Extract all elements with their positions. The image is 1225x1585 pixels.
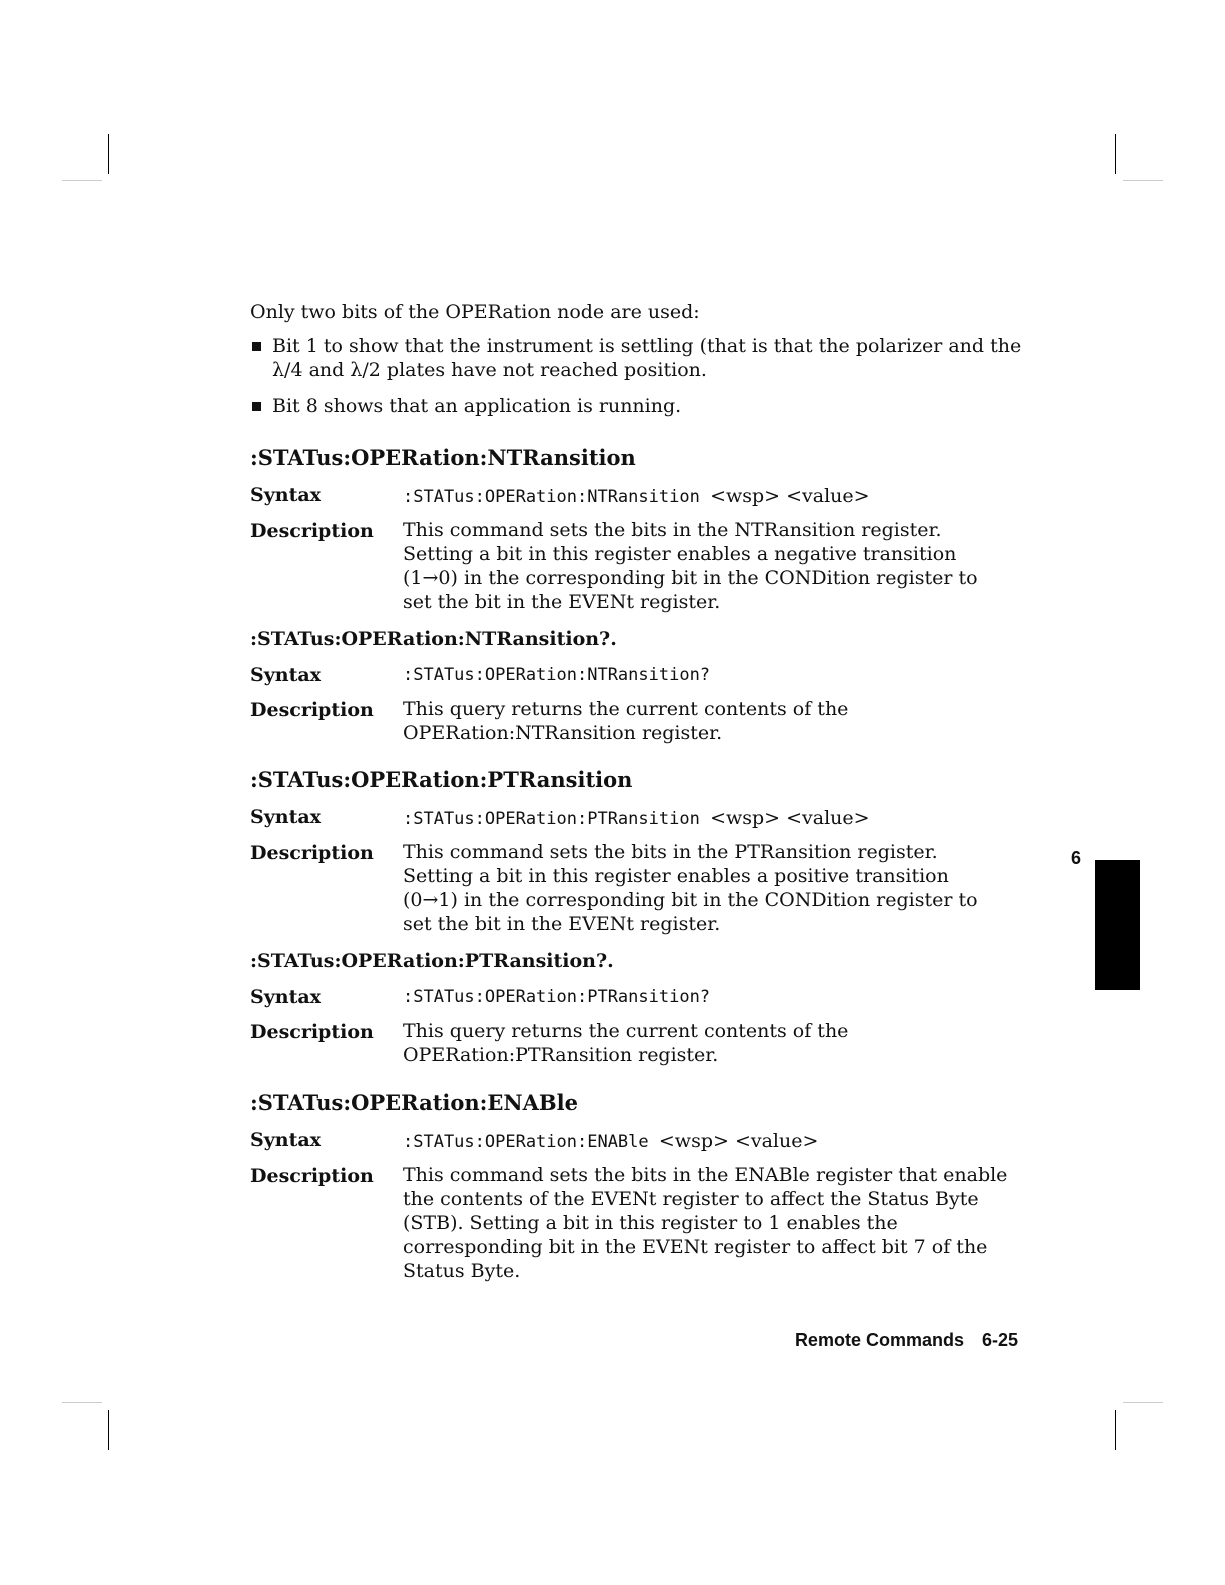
- syntax-label: Syntax: [250, 664, 321, 686]
- syntax-label: Syntax: [250, 806, 321, 828]
- crop-mark: [1115, 134, 1116, 174]
- description-label: Description: [250, 520, 374, 542]
- page-footer: [740, 1330, 1018, 1351]
- syntax-command: :STATus:OPERation:PTRansition?: [403, 987, 711, 1007]
- syntax-command: :STATus:OPERation:PTRansition <wsp> <value>: [403, 807, 870, 829]
- syntax-label: Syntax: [250, 484, 321, 506]
- description-text: This command sets the bits in the PTRansition register. Setting a bit in this register enables a positive transition (0→1) in the corresponding bit in the CONDition register to set the bit in the EVENt register.: [403, 841, 978, 935]
- syntax-command: :STATus:OPERation:NTRansition <wsp> <value>: [403, 485, 870, 507]
- syntax-command: :STATus:OPERation:ENABle <wsp> <value>: [403, 1130, 819, 1152]
- syntax-label: Syntax: [250, 986, 321, 1008]
- description-text: This query returns the current contents of the OPERation:PTRansition register.: [403, 1020, 849, 1066]
- crop-mark: [1115, 1410, 1116, 1450]
- syntax-command: :STATus:OPERation:NTRansition?: [403, 665, 711, 685]
- crop-mark: [62, 1402, 102, 1403]
- description-label: Description: [250, 1165, 374, 1187]
- bullet-square-icon: [252, 402, 261, 411]
- description-text: This command sets the bits in the ENABle register that enable the contents of the EVENt register to affect the Status Byte (STB). Setting a bit in this register to 1 enables the corresponding bit in the EVENt register to affect bit 7 of the Status Byte.: [403, 1164, 1008, 1282]
- description-text: This query returns the current contents of the OPERation:NTRansition register.: [403, 698, 849, 744]
- footer-section-title: Remote Commands: [794, 1330, 964, 1350]
- section-heading: :STATus:OPERation:ENABle: [250, 1090, 579, 1115]
- syntax-label: Syntax: [250, 1129, 321, 1151]
- bullet-square-icon: [252, 342, 261, 351]
- intro-block: [250, 300, 1030, 430]
- description-label: Description: [250, 842, 374, 864]
- description-label: Description: [250, 699, 374, 721]
- page-number: 6-25: [981, 1330, 1018, 1350]
- chapter-tab-block: [1095, 860, 1140, 990]
- description-label: Description: [250, 1021, 374, 1043]
- crop-mark: [108, 134, 109, 174]
- list-item: Bit 8 shows that an application is running.: [250, 394, 1030, 418]
- crop-mark: [62, 180, 102, 181]
- bullet-list: [250, 334, 1030, 418]
- crop-mark: [1123, 1402, 1163, 1403]
- list-item: Bit 1 to show that the instrument is settling (that is that the polarizer and the λ/4 and λ/2 plates have not reached position.: [250, 334, 1030, 382]
- description-text: This command sets the bits in the NTRansition register. Setting a bit in this register enables a negative transition (1→0) in the corresponding bit in the CONDition register to set the bit in the EVENt register.: [403, 519, 978, 613]
- crop-mark: [1123, 180, 1163, 181]
- crop-mark: [108, 1410, 109, 1450]
- section-heading: :STATus:OPERation:PTRansition?.: [250, 950, 614, 972]
- section-heading: :STATus:OPERation:NTRansition: [250, 445, 636, 470]
- section-heading: :STATus:OPERation:NTRansition?.: [250, 628, 617, 650]
- chapter-tab-number: 6: [1071, 848, 1082, 868]
- intro-lead: Only two bits of the OPERation node are used:: [250, 301, 700, 323]
- section-heading: :STATus:OPERation:PTRansition: [250, 767, 633, 792]
